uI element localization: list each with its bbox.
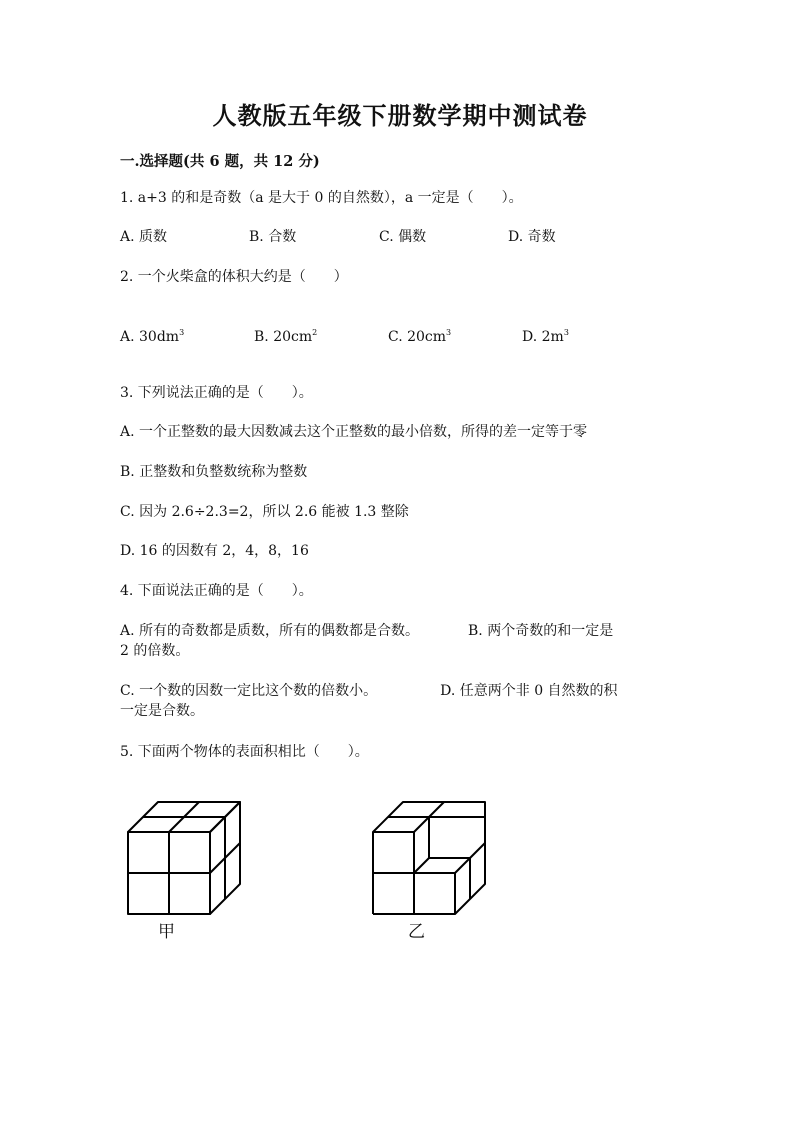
q3-stem: 3. 下列说法正确的是（ ）。 bbox=[120, 385, 313, 401]
q4-options-ab-line2: 2 的倍数。 bbox=[120, 643, 190, 659]
figure-a-label: 甲 bbox=[158, 922, 175, 942]
q1-option-c: C. 偶数 bbox=[379, 229, 427, 245]
figure-cube-b bbox=[363, 795, 495, 923]
section-heading: 一.选择题(共 6 题，共 12 分) bbox=[120, 153, 320, 170]
q1-option-d: D. 奇数 bbox=[508, 229, 556, 245]
q1-option-a: A. 质数 bbox=[120, 229, 168, 245]
q1-option-b: B. 合数 bbox=[249, 229, 297, 245]
q4-options-ab-line1: A. 所有的奇数都是质数，所有的偶数都是合数。 B. 两个奇数的和一定是 bbox=[120, 623, 614, 639]
q4-options-cd-line2: 一定是合数。 bbox=[120, 703, 204, 719]
q1-stem: 1. a+3 的和是奇数（a 是大于 0 的自然数），a 一定是（ ）。 bbox=[120, 190, 523, 206]
q2-stem: 2. 一个火柴盒的体积大约是（ ） bbox=[120, 269, 348, 285]
q4-stem: 4. 下面说法正确的是（ ）。 bbox=[120, 583, 313, 599]
q3-option-c: C. 因为 2.6÷2.3=2，所以 2.6 能被 1.3 整除 bbox=[120, 504, 409, 520]
q2-option-c: C. $20cm^3$ bbox=[388, 328, 452, 345]
q4-options-cd-line1: C. 一个数的因数一定比这个数的倍数小。 D. 任意两个非 0 自然数的积 bbox=[120, 683, 618, 699]
q3-option-b: B. 正整数和负整数统称为整数 bbox=[120, 464, 308, 480]
q2-option-d: D. $2m^3$ bbox=[522, 328, 569, 345]
q5-stem: 5. 下面两个物体的表面积相比（ ）。 bbox=[120, 744, 369, 760]
q3-option-a: A. 一个正整数的最大因数减去这个正整数的最小倍数，所得的差一定等于零 bbox=[120, 424, 588, 440]
figure-b-label: 乙 bbox=[408, 922, 425, 942]
q2-option-a: A. $30dm^3$ bbox=[120, 328, 185, 345]
q2-option-b: B. $20cm^2$ bbox=[254, 328, 318, 345]
q3-option-d: D. 16 的因数有 2，4，8，16 bbox=[120, 543, 309, 559]
page-title: 人教版五年级下册数学期中测试卷 bbox=[212, 101, 588, 130]
figure-cube-a bbox=[118, 795, 250, 923]
